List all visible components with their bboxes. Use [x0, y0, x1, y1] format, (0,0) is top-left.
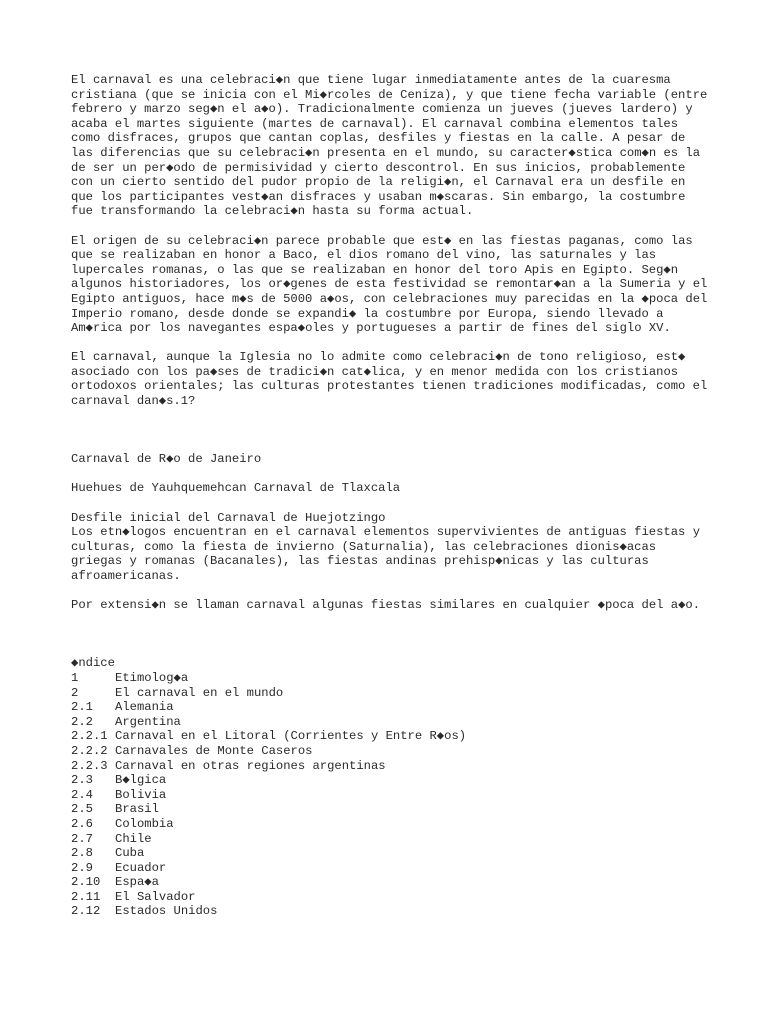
toc-number: 2.3: [71, 773, 93, 788]
caption-rio: Carnaval de R◆o de Janeiro: [71, 452, 262, 467]
toc-item[interactable]: [71, 773, 708, 788]
toc-label: Argentina: [115, 714, 181, 729]
toc-label: El carnaval en el mundo: [115, 685, 284, 700]
toc-label: B◆lgica: [115, 773, 167, 788]
toc-label: El Salvador: [115, 889, 196, 904]
toc-label: Carnaval en el Litoral (Corrientes y Entre R◆os): [115, 729, 467, 744]
toc-item[interactable]: [71, 700, 708, 715]
toc-list: [71, 671, 708, 919]
toc-number: 2.6: [71, 816, 93, 831]
toc-item[interactable]: [71, 788, 708, 803]
toc-item[interactable]: [71, 875, 708, 890]
caption-tlaxcala: Huehues de Yauhquemehcan Carnaval de Tlaxcala: [71, 481, 401, 496]
toc-item[interactable]: [71, 817, 708, 832]
toc-number: 2.11: [71, 889, 101, 904]
toc-item[interactable]: [71, 686, 708, 701]
toc-label: Carnaval en otras regiones argentinas: [115, 758, 386, 773]
toc-number: 2.7: [71, 831, 93, 846]
toc-label: Espa◆a: [115, 875, 159, 890]
toc-label: Estados Unidos: [115, 904, 218, 919]
toc-number: 2.12: [71, 904, 101, 919]
spacer: [71, 627, 708, 656]
toc-item[interactable]: [71, 904, 708, 919]
toc-number: 2.8: [71, 846, 93, 861]
toc-item[interactable]: [71, 759, 708, 774]
toc-label: Ecuador: [115, 860, 167, 875]
toc-item[interactable]: [71, 729, 708, 744]
toc-number: 2.10: [71, 875, 101, 890]
toc-number: 2.2.3: [71, 758, 108, 773]
toc-item[interactable]: [71, 715, 708, 730]
toc-item[interactable]: [71, 861, 708, 876]
paragraph-ethnologists: Los etn◆logos encuentran en el carnaval elementos supervivientes de antiguas fiestas y culturas, como la fiesta de invierno (Saturnalia), las celebraciones dionis◆acas griegas y romanas (Bacanales), las fiestas andinas prehisp◆nicas y las culturas afroamericanas.: [71, 525, 708, 583]
paragraph-intro: El carnaval es una celebraci◆n que tiene lugar inmediatamente antes de la cuaresma cristiana (que se inicia con el Mi◆rcoles de Ceniza), y que tiene fecha variable (entre febrero y marzo seg◆n el a◆o). Tradicionalmente comienza un jueves (jueves lardero) y acaba el martes siguiente (martes de carnaval). El carnaval combina elementos tales como disfraces, grupos que cantan coplas, desfiles y fiestas en la calle. A pesar de las diferencias que su celebraci◆n presenta en el mundo, su caracter◆stica com◆n es la de ser un per◆odo de permisividad y cierto descontrol. En sus inicios, probablemente con un cierto sentido del pudor propio de la religi◆n, el Carnaval era un desfile en que los participantes vest◆an disfraces y usaban m◆scaras. Sin embargo, la costumbre fue transformando la celebraci◆n hasta su forma actual.: [71, 73, 715, 219]
toc-item[interactable]: [71, 802, 708, 817]
toc-label: Chile: [115, 831, 152, 846]
toc-label: Carnavales de Monte Caseros: [115, 743, 313, 758]
toc-item[interactable]: [71, 846, 708, 861]
caption-huejotzingo: Desfile inicial del Carnaval de Huejotzingo: [71, 510, 386, 525]
paragraph-church: El carnaval, aunque la Iglesia no lo admite como celebraci◆n de tono religioso, est◆ asociado con los pa◆ses de tradici◆n cat◆lica, y en menor medida con los cristianos ortodoxos orientales; las culturas protestantes tienen tradiciones modificadas, como el carnaval dan◆s.1?: [71, 350, 715, 409]
toc-item[interactable]: [71, 890, 708, 905]
toc-number: 2.2.2: [71, 743, 108, 758]
toc-number: 2: [71, 685, 79, 700]
paragraph-extension: Por extensi◆n se llaman carnaval algunas fiestas similares en cualquier ◆poca del a◆o.: [71, 598, 701, 613]
toc-number: 2.2.1: [71, 729, 108, 744]
table-of-contents: [71, 656, 708, 919]
toc-item[interactable]: [71, 671, 708, 686]
toc-label: Colombia: [115, 816, 174, 831]
toc-number: 2.4: [71, 787, 93, 802]
toc-number: 2.5: [71, 802, 93, 817]
spacer: [71, 423, 708, 452]
toc-label: Bolivia: [115, 787, 167, 802]
toc-number: 2.9: [71, 860, 93, 875]
toc-number: 1: [71, 670, 79, 685]
toc-label: Alemania: [115, 700, 174, 715]
toc-number: 2.1: [71, 700, 93, 715]
toc-item[interactable]: [71, 744, 708, 759]
toc-number: 2.2: [71, 714, 93, 729]
toc-label: Brasil: [115, 802, 159, 817]
toc-label: Etimolog◆a: [115, 670, 189, 685]
toc-heading: ◆ndice: [71, 656, 115, 671]
paragraph-origin: El origen de su celebraci◆n parece probable que est◆ en las fiestas paganas, como las que se realizaban en honor a Baco, el dios romano del vino, las saturnales y las lupercales romanas, o las que se realizaban en honor del toro Apis en Egipto. Seg◆n algunos historiadores, los or◆genes de esta festividad se remontar◆an a la Sumeria y el Egipto antiguos, hace m◆s de 5000 a◆os, con celebraciones muy parecidas en la ◆poca del Imperio romano, desde donde se expandi◆ la costumbre por Europa, siendo llevado a Am◆rica por los navegantes espa◆oles y portugueses a partir de fines del siglo XV.: [71, 233, 715, 336]
toc-item[interactable]: [71, 832, 708, 847]
toc-label: Cuba: [115, 846, 145, 861]
